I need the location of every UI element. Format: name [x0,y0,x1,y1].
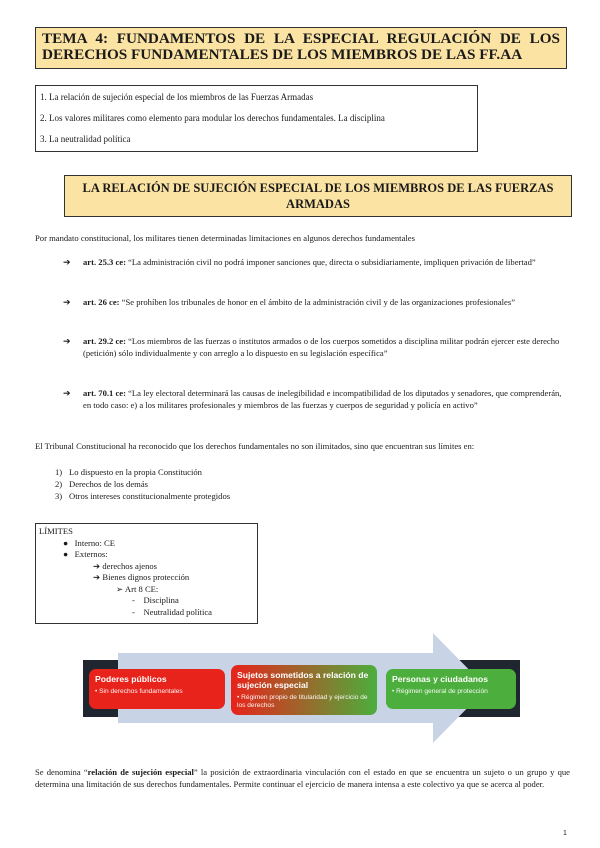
section-heading-line-2: ARMADAS [286,197,350,211]
article-text: “La administración civil no podrá imponer sanciones que, directa o subsidiariamente, impliquen privación de libertad” [125,257,536,267]
article-text: “La ley electoral determinará las causas de inelegibilidad e incompatibilidad de los diputados y senadores, que comprenderán, en todo caso: e) a los militares profesionales y miembros de las fuerzas y cuerpos de seguridad y policía en activo” [83,388,562,410]
list-text: Otros intereses constitucionalmente protegidos [69,491,231,501]
closing-term: relación de sujeción especial [87,767,194,777]
arrow-icon: ➔ [93,572,101,582]
limit-internal: ● Interno: CE [63,538,115,548]
article-text: “Se prohíben los tribunales de honor en el ámbito de la administración civil y de las organizaciones profesionales” [119,297,516,307]
box-title: Sujetos sometidos a relación de sujeción especial [237,670,369,690]
closing-pre: Se denomina “ [35,767,88,777]
section-heading [64,175,572,217]
limit-disciplina: - Disciplina [132,595,179,605]
limit-art: ➢ Art 8 CE: [116,584,159,594]
page-number: 1 [563,830,567,837]
box-bullet: • Régimen propio de titularidad y ejercicio de los derechos [237,694,368,709]
limit-ajenos: ➔ derechos ajenos [93,561,158,571]
box-poderes-publicos [89,669,225,709]
bullet-icon: ● [63,538,69,548]
arrow-icon: ➔ [93,561,101,571]
list-item [55,466,230,478]
document-title [35,27,567,69]
article-item [63,297,568,309]
article-ref: art. 70.1 ce: [83,388,126,398]
closing-post: ” la posición de extraordinaria vinculación con el estado en que se encuentra un sujeto o un grupo y que determina una limitación de sus derechos fundamentales. Permite continuar el ejercicio de manera intensa a este colectivo ya que se acerca al poder. [35,767,570,789]
dash-icon: - [132,607,135,617]
title-line-2: DERECHOS FUNDAMENTALES DE LOS MIEMBROS DE LAS FF.AA [42,46,523,63]
box-bullet: • Régimen general de protección [392,688,488,695]
tc-limits-list [55,466,230,502]
title-line-1: TEMA 4: FUNDAMENTOS DE LA ESPECIAL REGULACIÓN DE LOS [42,30,560,47]
list-number: 2) [55,479,63,489]
section-heading-line-1: LA RELACIÓN DE SUJECIÓN ESPECIAL DE LOS MIEMBROS DE LAS FUERZAS [82,181,554,195]
box-title: Personas y ciudadanos [392,674,488,684]
box-personas-ciudadanos [386,669,516,709]
arrow-icon: ➔ [63,297,71,307]
list-number: 3) [55,491,63,501]
box-sujetos-sometidos [231,665,377,715]
box-bullet: • Sin derechos fundamentales [95,688,183,695]
toc-item: 1. La relación de sujeción especial de los miembros de las Fuerzas Armadas [40,92,314,102]
limit-bienes: ➔ Bienes dignos protección [93,572,190,582]
list-number: 1) [55,467,63,477]
limits-title: LÍMITES [39,526,73,536]
bullet-icon: ● [63,549,69,559]
closing-paragraph [35,767,570,790]
table-of-contents [35,85,478,152]
limits-box [35,523,258,624]
article-item [63,388,568,411]
list-text: Lo dispuesto en la propia Constitución [69,467,202,477]
relation-diagram [83,633,520,743]
list-item [55,490,230,502]
list-item [55,478,230,490]
arrow-icon: ➔ [63,336,71,346]
toc-item: 3. La neutralidad política [40,134,131,144]
article-item [63,336,568,359]
article-ref: art. 26 ce: [83,297,120,307]
box-title: Poderes públicos [95,674,167,684]
dash-icon: - [132,595,135,605]
arrow-icon: ➔ [63,257,71,267]
arrow-icon: ➔ [63,388,71,398]
article-ref: art. 29.2 ce: [83,336,126,346]
list-text: Derechos de los demás [69,479,148,489]
article-ref: art. 25.3 ce: [83,257,126,267]
toc-item: 2. Los valores militares como elemento para modular los derechos fundamentales. La disciplina [40,113,385,123]
article-item [63,257,568,269]
arrowhead-icon: ➢ [116,584,124,594]
tc-paragraph: El Tribunal Constitucional ha reconocido que los derechos fundamentales no son ilimitados, sino que encuentran sus límites en: [35,441,475,451]
intro-paragraph: Por mandato constitucional, los militares tienen determinadas limitaciones en algunos derechos fundamentales [35,233,415,243]
limit-neutralidad: - Neutralidad política [132,607,212,617]
limit-external: ● Externos: [63,549,108,559]
article-text: “Los miembros de las fuerzas o institutos armados o de los cuerpos sometidos a disciplina militar podrán ejercer este derecho (petición) sólo individualmente y con arreglo a lo dispuesto en su legislación específica” [83,336,560,358]
